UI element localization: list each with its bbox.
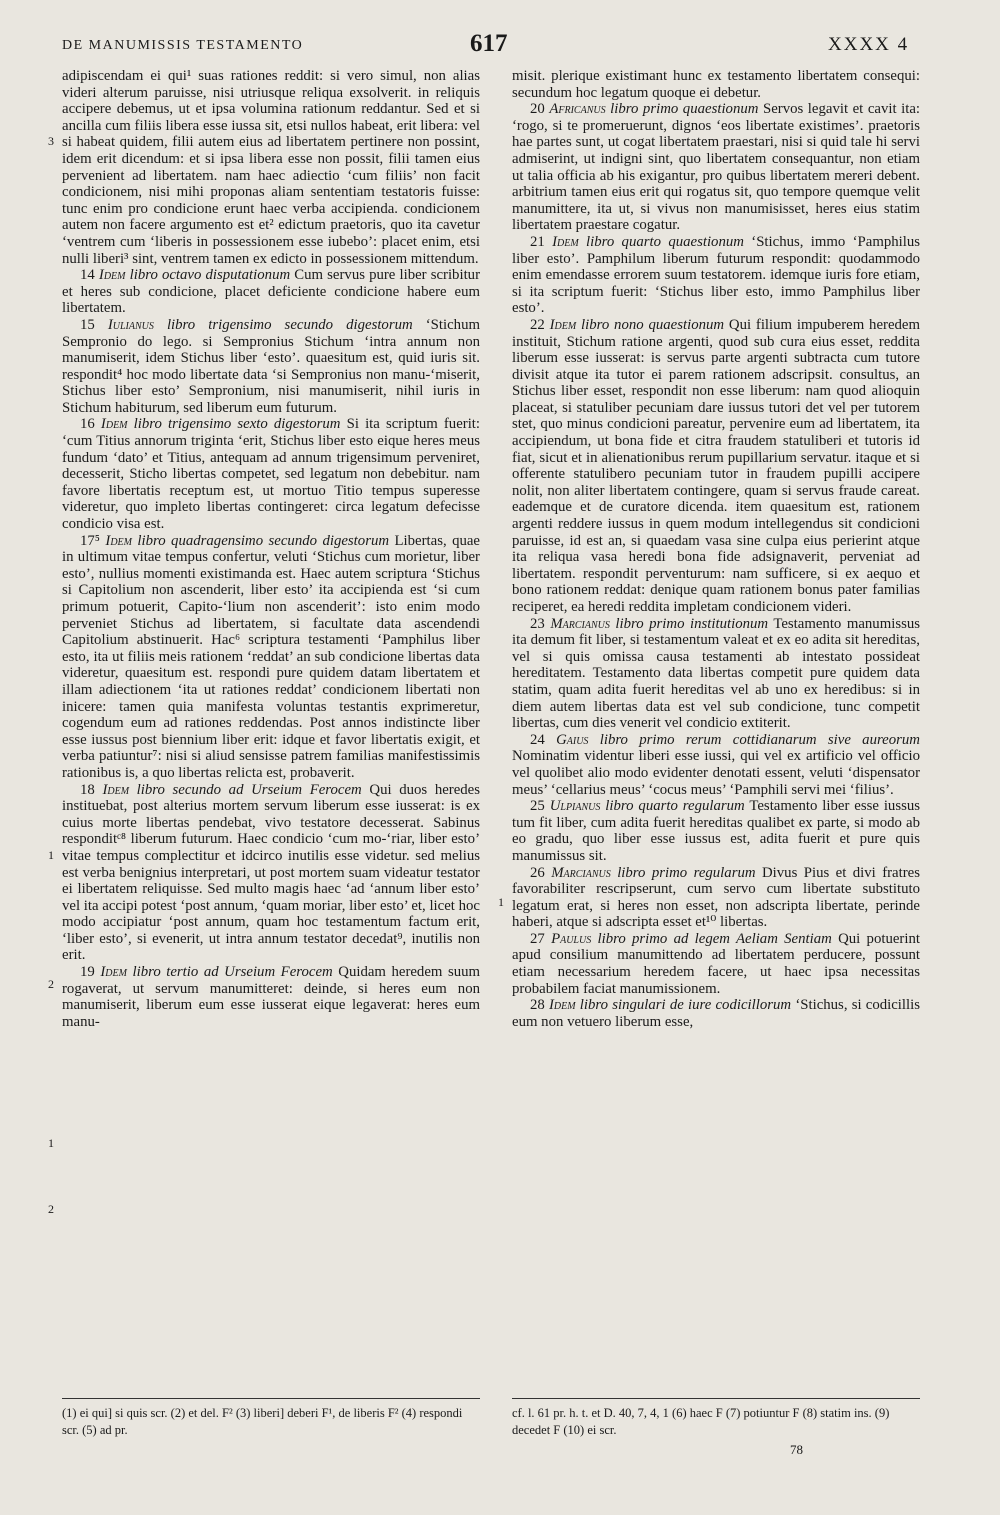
- work-title: libro quadragensimo secundo digestorum: [137, 532, 390, 549]
- work-title: libro tertio ad Urseium Ferocem: [132, 964, 333, 981]
- paragraph: [512, 68, 920, 101]
- paragraph: [62, 964, 480, 1030]
- paragraph-number: 14: [80, 267, 95, 284]
- author-name: Marcianus: [551, 864, 611, 881]
- paragraph-text: Qui potuerint apud consilium manumittendo ad libertatem perducere, possunt etiam necessarium heredem facere, ut haec ipsa necessitas probabilem faciat manumissionem.: [512, 930, 920, 997]
- work-title: libro nono quaestionum: [581, 316, 725, 333]
- paragraph: [62, 267, 480, 317]
- work-title: libro primo institutionum: [615, 615, 769, 632]
- paragraph-number: 24: [530, 731, 545, 748]
- paragraph: [62, 68, 480, 267]
- paragraph: [512, 616, 920, 732]
- paragraph-number: 25: [530, 798, 545, 815]
- footnote-rule-left: [62, 1398, 480, 1399]
- work-title: libro trigensimo secundo digestorum: [166, 316, 413, 333]
- paragraph-number: 20: [530, 101, 545, 118]
- work-title: libro primo rerum cottidianarum sive aureorum: [599, 731, 920, 748]
- author-name: Iulianus: [107, 316, 154, 333]
- paragraph-text: Cum servus pure liber scribitur et heres sub condicione, placet deficiente condicione habere eum libertatem.: [62, 267, 481, 317]
- paragraph: [62, 317, 480, 417]
- paragraph-text: Si ita scriptum fuerit: ‘cum Titius annorum triginta ‘erit, Stichus liber esto eique heres meus fundum ‘dato’ et Titius, antequam ad annum trigensimum perveniret, decesserit, Sticho libertas competet, sed legatum non debebitur. nam favore libertatis receptum est, ut mortuo Titio tempus superesse videretur, quo impleto libertas contingeret: circa legatum defecisse condicio visa est.: [62, 416, 481, 533]
- margin-mark: 2: [48, 1202, 54, 1216]
- page-number: 617: [470, 30, 508, 57]
- paragraph-number: 18: [80, 781, 95, 798]
- work-title: libro quarto quaestionum: [586, 233, 744, 250]
- author-name: Idem: [102, 781, 130, 798]
- work-title: libro quarto regularum: [605, 798, 745, 815]
- paragraph-number: 17⁵: [80, 532, 100, 549]
- author-name: Ulpianus: [549, 798, 601, 815]
- author-name: Idem: [100, 964, 127, 981]
- footnotes-left: (1) ei qui] si quis scr. (2) et del. F² (3) liberi] deberi F¹, de liberis F² (4) respondi scr. (5) ad pr.: [62, 1406, 463, 1437]
- work-title: libro primo ad legem Aeliam Sentiam: [597, 930, 832, 947]
- paragraph-number: 19: [80, 964, 95, 981]
- paragraph-number: 22: [530, 316, 545, 333]
- paragraph-text: misit. plerique existimant hunc ex testamento libertatem consequi: secundum hoc legatum quoque ei debetur.: [512, 68, 920, 101]
- author-name: Marcianus: [550, 615, 610, 632]
- work-title: libro primo regularum: [617, 864, 756, 881]
- author-name: Idem: [98, 267, 126, 284]
- left-text-column: [62, 68, 480, 1030]
- author-name: Idem: [549, 316, 577, 333]
- right-text-column: [512, 68, 920, 1030]
- author-name: Gaius: [556, 731, 589, 748]
- paragraph-text: Libertas, quae in ultimum vitae tempus confertur, veluti ‘Stichus cum morietur, liber esto’, nullius momenti existimanda est. Haec autem scriptura ‘Stichus si Capitolium non ascenderit, liber esto’ ita accipienda est ‘si cum primum potuerit, Capito-‘lium non ascenderit’: isto enim modo perveniet Stichus ad libertatem, si facultate data ascendendi Capitolium abstinuerit. Hac⁶ scriptura testamenti ‘Pamphilus liber esto, ita ut filiis meis rationem ‘reddat’ an sub condicione libertas data videretur, quaesitum est. respondi pure quidem datam libertatem et illam adiectionem ‘ita ut rationes reddat’ condicionem libertati non inicere: tamen quia manifesta voluntas testantis exprimeretur, cogendum eum ad rationes reddendas. Post annos indistincte liber esse iussus post biennium liber erit: idque et favor libertatis exigit, et verba patiuntur⁷: nisi si aliud sensisse patrem familias manifestissimis rationibus is, a quo libertas relicta est, probaverit.: [62, 532, 481, 781]
- margin-mark: 2: [48, 977, 54, 991]
- author-name: Idem: [105, 532, 132, 549]
- paragraph-text: Qui filium impuberem heredem instituit, Stichum ratione argenti, quod sub cura eius esset, reddita liberum esse iusserat: is servus parte argenti subtracta cum tutore divisit atque ita tutor ei parem rationem adscripsit. consultus, an Stichus liber esset, respondit non esse liberum: nam quod alioquin placeat, si statuliber pecuniam dare iussus tutori det vel per tutorem stet, quo minus condicioni pareatur, pervenire eum ad libertatem, ita accipiendum, ut bona fide et citra fraudem statuliberi et tutoris id fiat, sicut et in alienationibus rerum pupillarium servatur. itaque et si offerente statulibero pecuniam tutor in fraudem pupilli accipere nolit, non aliter libertatem contingere, quam si servus fraude careat. eademque et de curatore dicenda. item quaesitum est, rationem argenti reddere iussus in quem modum intellegendus sit condicioni paruisse, id est an, si quaedam vasa sine culpa eius perierint atque ita reliqua vasa heredi bona fide adsignaverit, perveniat ad libertatem. respondit perventurum: nam sufficere, si ex aequo et bono rationem reddat: denique quam rationem bonus pater familias reciperet, ea heredi reddita impletam condicionem videri.: [512, 316, 920, 615]
- paragraph: [512, 997, 920, 1030]
- author-name: Paulus: [551, 930, 592, 947]
- paragraph: [62, 533, 480, 782]
- paragraph-text: Nominatim videntur liberi esse iussi, qui vel ex artificio vel officio vel quolibet alio modo evidenter denotati essent, veluti ‘dispensator meus’ ‘cellarius meus’ ‘cocus meus’ ‘Pamphili servi mei ‘filius’.: [512, 748, 920, 798]
- footnotes-right: cf. l. 61 pr. h. t. et D. 40, 7, 4, 1 (6) haec F (7) potiuntur F (8) statim ins. (9) decedet F (10) ei scr.: [512, 1406, 890, 1437]
- paragraph-text: ‘Stichus, immo ‘Pamphilus liber esto’. Pamphilum liberum futurum respondit: quodammodo enim emendasse errorem suum testatorem. idemque iuris fore etiam, si ita scriptum fuerit: ‘Stichus liber esto, immo Pamphilus liber esto’.: [512, 233, 921, 317]
- signature-mark: 78: [790, 1442, 803, 1457]
- paragraph-text: Qui duos heredes instituebat, post alterius mortem servum liberum esse iusserat: is ex cuius morte libertas pendebat, vivo testatore decesserat. Sabinus responditᶜ⁸ liberum futurum. Haec condicio ‘cum mo-‘riar, liber esto’ vitae tempus complectitur et idcirco inutilis esse videtur. sed melius est verba benignius interpretari, ut post mortem suam videatur testator ei libertatem reliquisse. Sed multo magis haec ‘ad ‘annum liber esto’ vel ita accipi potest ‘post annum, ‘quam moriar, liber esto’ et, licet hoc modo accipiatur ‘post annum, quam hoc testamentum factum erit, ‘liber esto’, si evenerit, ut intra annum testator decedat⁹, inutilis non erit.: [62, 781, 481, 964]
- paragraph-text: ‘Stichus, si codicillis eum non vetuero liberum esse,: [512, 997, 921, 1030]
- paragraph-number: 23: [530, 615, 545, 632]
- author-name: Idem: [549, 997, 576, 1014]
- work-title: libro octavo disputationum: [129, 267, 291, 284]
- paragraph-text: Testamento manumissus ita demum fit liber, si testamentum valeat et ex eo adita sit hereditas, vel si quis omissa causa testamenti ab intestato possideat hereditatem. Testamento data libertas competit pure quidem data statim, quam adita fuerit hereditas vel ab uno ex heredibus: si in diem autem libertas data est vel sub condicione, tunc competit libertas, cum dies venerit vel condicio extiterit.: [512, 615, 920, 732]
- work-title: libro trigensimo sexto digestorum: [133, 416, 341, 433]
- work-title: libro secundo ad Urseium Ferocem: [136, 781, 362, 798]
- paragraph-text: Divus Pius et divi fratres favorabiliter rescripserunt, cum servo cum libertate substituto legatum erat, si heres non esset, non adscripta libertate, perinde haberi, atque si adscripta esset et¹⁰ libertas.: [512, 864, 920, 931]
- paragraph: [512, 101, 920, 234]
- paragraph: [512, 317, 920, 616]
- paragraph-number: 26: [530, 864, 545, 881]
- paragraph-number: 15: [80, 316, 95, 333]
- paragraph-text: adipiscendam ei qui¹ suas rationes reddit: si vero simul, non alias videri alterum paruisse, nisi utriusque reliqua exsolverit. in reliquis accipere debemus, ut et ipsa volumina rationum reddantur. Sed et si ancilla cum filiis libera esse iussa sit, etsi nullos habeat, erit libera: vel si habeat quidem, filii autem eius ad libertatem pertinere non possint, idem erit dicendum: et si ipsa libera esse non possit, filii tamen eius pervenient ad libertatem. nam haec adiectio ‘cum filiis’ non facit condicionem, nisi mihi proponas aliam sententiam testatoris fuisse: tunc enim pro condicione erunt haec verba accipienda. condicionem autem non facere argumento est et² edictum praetoris, quo ita cavetur ‘ventrem cum ‘liberis in possessionem esse iubebo’: placet enim, etsi nulli liberi³ sint, ventrem tamen ex edicto in possessionem mittendum.: [62, 68, 480, 267]
- margin-mark: 1: [48, 1136, 54, 1150]
- paragraph: [62, 782, 480, 965]
- author-name: Africanus: [549, 101, 606, 118]
- paragraph-number: 16: [80, 416, 95, 433]
- paragraph-text: Servos legavit et cavit ita: ‘rogo, si te promeruerunt, dignos ‘eos libertate existimes’. praetoris hae partes sunt, ut cogat libertatem praestari, nisi si quid tale hi servi admiserint, ut indigni sint, quo libertatem consequantur, non etiam ut talia officia ab his exigantur, pro quibus libertatem mereri debent. arbitrium tamen eius erit qui rogatus sit, quo tempore quemque velit manumittere, ita ut, si vivus non manumisisset, heres eius statim libertatem praestare cogatur.: [512, 101, 921, 234]
- running-title: DE MANUMISSIS TESTAMENTO: [62, 38, 304, 53]
- author-name: Idem: [552, 233, 579, 250]
- work-title: libro primo quaestionum: [610, 101, 759, 118]
- paragraph-number: 27: [530, 930, 545, 947]
- paragraph-number: 21: [530, 233, 545, 250]
- author-name: Idem: [100, 416, 128, 433]
- margin-mark: 1: [498, 895, 504, 909]
- paragraph-number: 28: [530, 997, 545, 1014]
- paragraph-text: ‘Stichum Sempronio do lego. si Sempronius Stichum ‘intra annum non manumiserit, idem Stichus liber ‘esto’. quaesitum est, quid iuris sit. respondit⁴ hoc modo libertate data ‘si Sempronius non manu-‘miserit, Stichus liber esto’ Sempronium, nisi manumiserit, nihil iuris in Stichum habiturum, sed liberum eum futurum.: [62, 316, 480, 416]
- paragraph: [512, 931, 920, 997]
- footnote-rule-right: [512, 1398, 920, 1399]
- paragraph: [512, 798, 920, 864]
- paragraph: [62, 416, 480, 532]
- paragraph: [512, 865, 920, 931]
- paragraph: [512, 732, 920, 798]
- margin-mark: 1: [48, 848, 54, 862]
- margin-mark: 3: [48, 134, 54, 148]
- paragraph: [512, 234, 920, 317]
- running-head: [0, 30, 1000, 60]
- work-title: libro singulari de iure codicillorum: [579, 997, 792, 1014]
- paragraph-text: Quidam heredem suum rogaverat, ut servum manumitteret: deinde, si heres eum non manumiserit, liberum eum esse iusserat eique legaverat: heres eum manu-: [62, 964, 481, 1030]
- book-title-ref: XXXX 4: [828, 34, 910, 55]
- paragraph-text: Testamento liber esse iussus tum fit liber, cum adita fuerit hereditas qualibet ex parte, si modo ab eo gradu, quo liber esse iussus est, adita fuerit et pure quis manumissus sit.: [512, 798, 921, 864]
